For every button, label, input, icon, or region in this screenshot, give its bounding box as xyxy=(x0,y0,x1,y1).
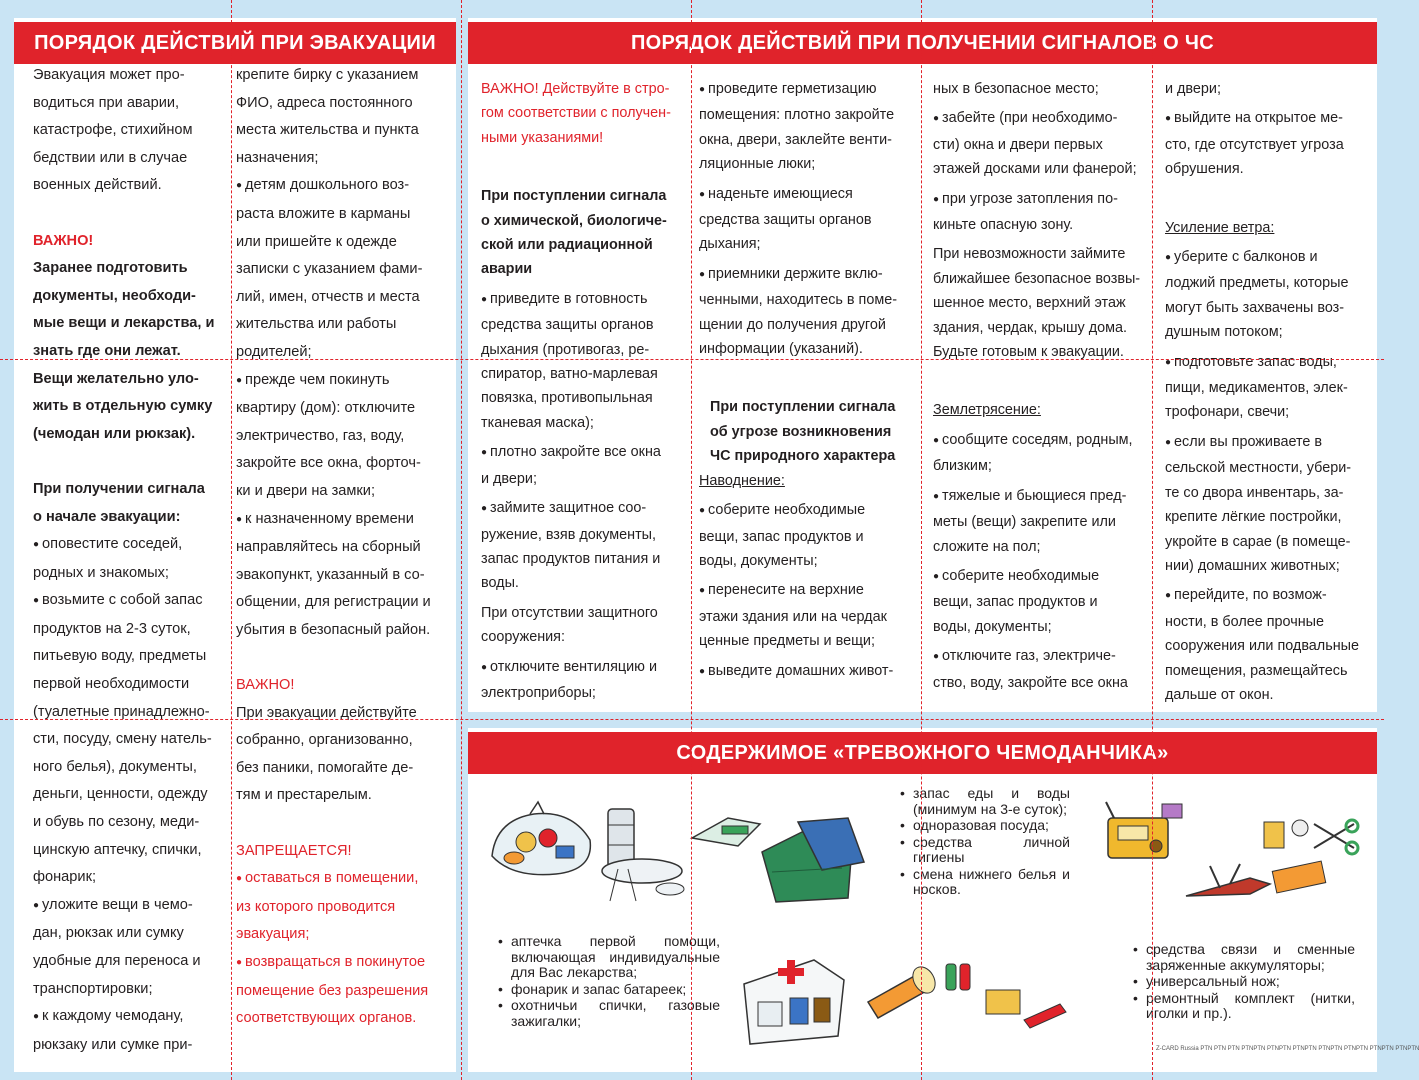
bullet-item: ● тяжелые и бьющиеся пред- xyxy=(933,484,1151,510)
bullet-item: ● выведите домашних живот- xyxy=(699,659,919,685)
list-item: • запас еды и воды (минимум на 3-е суток); xyxy=(913,786,1070,817)
bullet-item: ● приведите в готовность xyxy=(481,287,681,313)
text-line: дальше от окон. xyxy=(1165,686,1274,703)
text-line: фонарик; xyxy=(33,869,97,886)
text-line: электроприборы; xyxy=(481,684,596,701)
bullet-item: ● подготовьте запас воды, xyxy=(1165,350,1371,376)
text-line: крепите лёгкие постройки, xyxy=(1165,509,1342,526)
food-bag-illustration xyxy=(486,800,598,880)
text-line: родителей; xyxy=(236,343,312,360)
text-line: ближайшее безопасное возвы- xyxy=(933,270,1141,287)
text-line: окна, двери, заклейте венти- xyxy=(699,131,892,148)
bullet-item: ● приемники держите вклю- xyxy=(699,262,919,288)
list-item: • средства связи и сменные заряженные аккумуляторы; xyxy=(1146,942,1355,973)
list-item: • фонарик и запас батареек; xyxy=(511,982,720,998)
text-line: При отсутствии защитного xyxy=(481,604,658,621)
subheading-earthquake: Землетрясение: xyxy=(933,402,1041,419)
bullet-item: ● отключите газ, электриче- xyxy=(933,644,1151,670)
text-line: лий, имен, отчеств и места xyxy=(236,288,420,305)
text-line: крепите бирку с указанием xyxy=(236,67,419,83)
bullet-item: ● возьмите с собой запас xyxy=(33,587,231,616)
bullet-item: ● забейте (при необходимо- xyxy=(933,106,1151,132)
kit-list-left xyxy=(498,934,720,1030)
text-line: сельской местности, убери- xyxy=(1165,460,1352,477)
fold-line-vertical xyxy=(1152,0,1153,1080)
text-line: места жительства и пункта xyxy=(236,122,419,139)
text-line: ЧС природного характера xyxy=(710,448,896,465)
text-line: и обувь по сезону, меди- xyxy=(33,814,200,831)
signals-column-1 xyxy=(481,77,681,707)
bullet-item: ● к каждому чемодану, xyxy=(33,1003,231,1032)
signals-title-text: ПОРЯДОК ДЕЙСТВИЙ ПРИ ПОЛУЧЕНИИ СИГНАЛОВ О ЧС xyxy=(631,31,1214,54)
forbidden-label: ЗАПРЕЩАЕТСЯ! xyxy=(236,842,352,859)
text-line: При получении сигнала xyxy=(33,480,205,497)
text-line: При невозможности займите xyxy=(933,246,1126,263)
kit-list-right xyxy=(1133,942,1355,1023)
text-line: дан, рюкзак или сумку xyxy=(33,925,184,942)
footer-credit: Z-CARD Russia PTN PTN PTN PTNPTN PTNPTN PTNPTN PTNPTN PTNPTN PTNPTN PTNPTN xyxy=(1156,1046,1419,1052)
subheading-flood: Наводнение: xyxy=(699,472,785,489)
text-line: вещи, запас продуктов и xyxy=(699,528,864,545)
text-line: меты (вещи) закрепите или xyxy=(933,514,1116,531)
text-line: (туалетные принадлежно- xyxy=(33,703,210,720)
text-line: ФИО, адреса постоянного xyxy=(236,94,413,111)
text-line: сооружения или подвальные xyxy=(1165,638,1359,655)
text-line: (чемодан или рюкзак). xyxy=(33,425,196,442)
text-line: продуктов на 2-3 суток, xyxy=(33,620,191,637)
text-line: воды, документы; xyxy=(933,618,1052,635)
bullet-item: ● если вы проживаете в xyxy=(1165,430,1371,456)
text-line: питьевую воду, предметы xyxy=(33,648,207,665)
clothes-illustration xyxy=(752,812,872,912)
text-line: Вещи желательно уло- xyxy=(33,370,199,387)
text-line: тям и престарелым. xyxy=(236,787,372,804)
list-item: • охотничьи спички, газовые зажигалки; xyxy=(511,998,720,1029)
text-line: электричество, газ, воду, xyxy=(236,427,405,444)
text-line: родных и знакомых; xyxy=(33,564,169,581)
text-line: удобные для переноса и xyxy=(33,953,201,969)
text-line: катастрофе, стихийном xyxy=(33,122,193,139)
text-line: сложите на пол; xyxy=(933,538,1041,555)
text-line: сти, посуду, смену натель- xyxy=(33,731,212,748)
text-line: жительства или работы xyxy=(236,316,397,333)
text-line: сто, где отсутствует угроза xyxy=(1165,136,1344,153)
text-line: сооружения: xyxy=(481,629,565,646)
fold-line-horizontal xyxy=(0,359,1384,360)
text-line: военных действий. xyxy=(33,177,162,194)
signals-column-4 xyxy=(1165,77,1371,707)
text-line: первой необходимости xyxy=(33,676,190,693)
radio-illustration xyxy=(1100,800,1190,870)
text-line: средства защиты органов xyxy=(481,317,654,334)
text-line: закройте все окна, форточ- xyxy=(236,455,421,472)
text-line: без паники, помогайте де- xyxy=(236,759,414,776)
list-item: • аптечка первой помощи, включающая индивидуальные для Вас лекарства; xyxy=(511,934,720,981)
bullet-item: ● к назначенному времени xyxy=(236,506,451,535)
text-line: вещи, запас продуктов и xyxy=(933,594,1098,611)
text-line: близким; xyxy=(933,458,992,475)
text-line: и двери; xyxy=(1165,81,1221,97)
fold-line-vertical xyxy=(921,0,922,1080)
signals-title xyxy=(468,22,1377,64)
text-line: собранно, организованно, xyxy=(236,732,413,749)
kit-title-text: СОДЕРЖИМОЕ «ТРЕВОЖНОГО ЧЕМОДАНЧИКА» xyxy=(676,741,1169,764)
text-line: воды. xyxy=(481,575,519,592)
bullet-item: ● прежде чем покинуть xyxy=(236,367,451,396)
text-line: о начале эвакуации: xyxy=(33,508,181,525)
text-line: ство, воду, закройте все окна xyxy=(933,674,1128,691)
text-line: дыхания (противогаз, ре- xyxy=(481,341,650,358)
subheading-wind: Усиление ветра: xyxy=(1165,219,1275,236)
important-label: ВАЖНО! Действуйте в стро- xyxy=(481,81,670,97)
text-line: или пришейте к одежде xyxy=(236,233,397,250)
evacuation-title xyxy=(14,22,456,64)
bullet-item: ● оповестите соседей, xyxy=(33,531,231,560)
text-line: трофонари, свечи; xyxy=(1165,404,1290,421)
important-label: ВАЖНО! xyxy=(236,677,295,694)
bullet-item: ● соберите необходимые xyxy=(699,498,919,524)
bullet-item: ● уберите с балконов и xyxy=(1165,245,1371,271)
text-line: обрушения. xyxy=(1165,161,1244,178)
evacuation-column-2 xyxy=(236,62,451,1072)
text-line: ценные предметы и вещи; xyxy=(699,633,875,650)
text-line: тканевая маска); xyxy=(481,414,594,431)
text-line: аварии xyxy=(481,261,533,278)
text-line: ской или радиационной xyxy=(481,237,653,254)
text-line: лоджий предметы, которые xyxy=(1165,275,1349,292)
text-line: водиться при аварии, xyxy=(33,94,180,111)
text-line: гом соответствии с получен- xyxy=(481,105,671,122)
text-line: те со двора инвентарь, за- xyxy=(1165,484,1344,501)
matches-illustration xyxy=(980,980,1070,1040)
bullet-item: ● займите защитное соо- xyxy=(481,496,681,522)
text-line: знать где они лежат. xyxy=(33,342,181,359)
text-line: пищи, медикаментов, элек- xyxy=(1165,380,1348,397)
text-line: жить в отдельную сумку xyxy=(33,398,213,415)
bullet-item: ● оставаться в помещении, xyxy=(236,865,451,894)
text-line: ляционные люки; xyxy=(699,156,816,173)
first-aid-kit-illustration xyxy=(734,940,854,1050)
bullet-item: ● сообщите соседям, родным, xyxy=(933,428,1151,454)
bullet-item: ● возвращаться в покинутое xyxy=(236,949,451,978)
text-line: Заранее подготовить xyxy=(33,260,188,277)
text-line: здания, чердак, крышу дома. xyxy=(933,319,1127,336)
bullet-item: ● перейдите, по возмож- xyxy=(1165,583,1371,609)
text-line: соответствующих органов. xyxy=(236,1010,417,1027)
text-line: раста вложите в карманы xyxy=(236,205,411,222)
evacuation-title-text: ПОРЯДОК ДЕЙСТВИЙ ПРИ ЭВАКУАЦИИ xyxy=(34,31,436,54)
text-line: ности, в более прочные xyxy=(1165,613,1325,630)
list-item: • ремонтный комплект (нитки, иголки и пр.). xyxy=(1146,991,1355,1022)
text-line: цинскую аптечку, спички, xyxy=(33,841,202,858)
list-item: • одноразовая посуда; xyxy=(913,818,1070,834)
text-line: могут быть захвачены воз- xyxy=(1165,299,1345,316)
text-line: дыхания; xyxy=(699,236,761,253)
text-line: ного белья), документы, xyxy=(33,758,197,775)
text-line: щении до получения другой xyxy=(699,316,886,333)
fold-line-vertical xyxy=(461,0,462,1080)
text-line: ченными, находитесь в поме- xyxy=(699,292,898,309)
important-label: ВАЖНО! xyxy=(33,232,94,249)
text-line: запас продуктов питания и xyxy=(481,550,661,567)
text-line: ки и двери на замки; xyxy=(236,482,376,499)
text-line: помещение без разрешения xyxy=(236,982,429,999)
bullet-item: ● выйдите на открытое ме- xyxy=(1165,106,1371,132)
text-line: киньте опасную зону. xyxy=(933,217,1074,234)
text-line: При поступлении сигнала xyxy=(481,188,667,205)
text-line: помещения, размещайтесь xyxy=(1165,662,1348,679)
bullet-item: ● детям дошкольного воз- xyxy=(236,172,451,201)
bullet-item: ● при угрозе затопления по- xyxy=(933,187,1151,213)
text-line: нии) домашних животных; xyxy=(1165,557,1340,574)
text-line: эвакопункт, указанный в со- xyxy=(236,566,425,583)
text-line: направляйтесь на сборный xyxy=(236,539,421,556)
kit-list-top xyxy=(900,786,1070,899)
text-line: спиратор, ватно-марлевая xyxy=(481,366,658,383)
text-line: ных в безопасное место; xyxy=(933,81,1099,97)
text-line: транспортировки; xyxy=(33,980,153,997)
text-line: информации (указаний). xyxy=(699,341,863,358)
text-line: этажи здания или на чердак xyxy=(699,608,887,625)
text-line: о химической, биологиче- xyxy=(481,212,667,229)
text-line: убытия в безопасный район. xyxy=(236,621,431,638)
text-line: воды, документы; xyxy=(699,552,818,569)
text-line: назначения; xyxy=(236,149,319,166)
signals-column-3 xyxy=(933,77,1151,707)
list-item: • смена нижнего белья и носков. xyxy=(913,867,1070,898)
fold-line-vertical xyxy=(691,0,692,1080)
text-line: шенное место, верхний этаж xyxy=(933,295,1126,312)
fold-line-horizontal xyxy=(0,719,1384,720)
text-line: помещения: плотно закройте xyxy=(699,107,895,124)
text-line: рюкзаку или сумке при- xyxy=(33,1036,193,1053)
kit-title xyxy=(468,732,1377,774)
text-line: общении, для регистрации и xyxy=(236,594,431,611)
text-line: сти) окна и двери первых xyxy=(933,136,1103,153)
flashlight-illustration xyxy=(860,950,980,1030)
text-line: средства защиты органов xyxy=(699,212,872,229)
text-line: записки с указанием фами- xyxy=(236,261,423,278)
text-line: бедствии или в случае xyxy=(33,149,188,166)
text-line: Эвакуация может про- xyxy=(33,67,185,83)
list-item: • универсальный нож; xyxy=(1146,974,1355,990)
text-line: этажей досками или фанерой; xyxy=(933,161,1137,178)
dishware-illustration xyxy=(592,805,692,905)
text-line: мые вещи и лекарства, и xyxy=(33,315,215,332)
bullet-item: ● плотно закройте все окна xyxy=(481,440,681,466)
evacuation-column-1 xyxy=(33,62,231,1072)
text-line: документы, необходи- xyxy=(33,287,196,304)
text-line: Будьте готовым к эвакуации. xyxy=(933,344,1124,361)
text-line: об угрозе возникновения xyxy=(710,423,892,440)
text-line: ружение, взяв документы, xyxy=(481,526,656,543)
knife-illustration xyxy=(1180,860,1280,920)
text-line: повязка, противопыльная xyxy=(481,390,653,407)
text-line: и двери; xyxy=(481,470,537,487)
text-line: При поступлении сигнала xyxy=(710,399,896,416)
bullet-item: ● отключите вентиляцию и xyxy=(481,655,681,681)
text-line: душным потоком; xyxy=(1165,324,1283,341)
bullet-item: ● уложите вещи в чемо- xyxy=(33,892,231,921)
text-line: квартиру (дом): отключите xyxy=(236,400,416,417)
text-line: укройте в сарае (в помеще- xyxy=(1165,533,1351,550)
bullet-item: ● проведите герметизацию xyxy=(699,77,919,103)
bullet-item: ● перенесите на верхние xyxy=(699,578,919,604)
text-line: эвакуация; xyxy=(236,926,310,943)
text-line: При эвакуации действуйте xyxy=(236,704,417,721)
bullet-item: ● наденьте имеющиеся xyxy=(699,182,919,208)
fold-line-vertical xyxy=(231,0,232,1080)
text-line: деньги, ценности, одежду xyxy=(33,786,208,803)
text-line: из которого проводится xyxy=(236,898,396,915)
bullet-item: ● соберите необходимые xyxy=(933,564,1151,590)
list-item: • средства личной гигиены xyxy=(913,835,1070,866)
text-line: ными указаниями! xyxy=(481,129,604,146)
signals-column-2 xyxy=(699,77,919,707)
